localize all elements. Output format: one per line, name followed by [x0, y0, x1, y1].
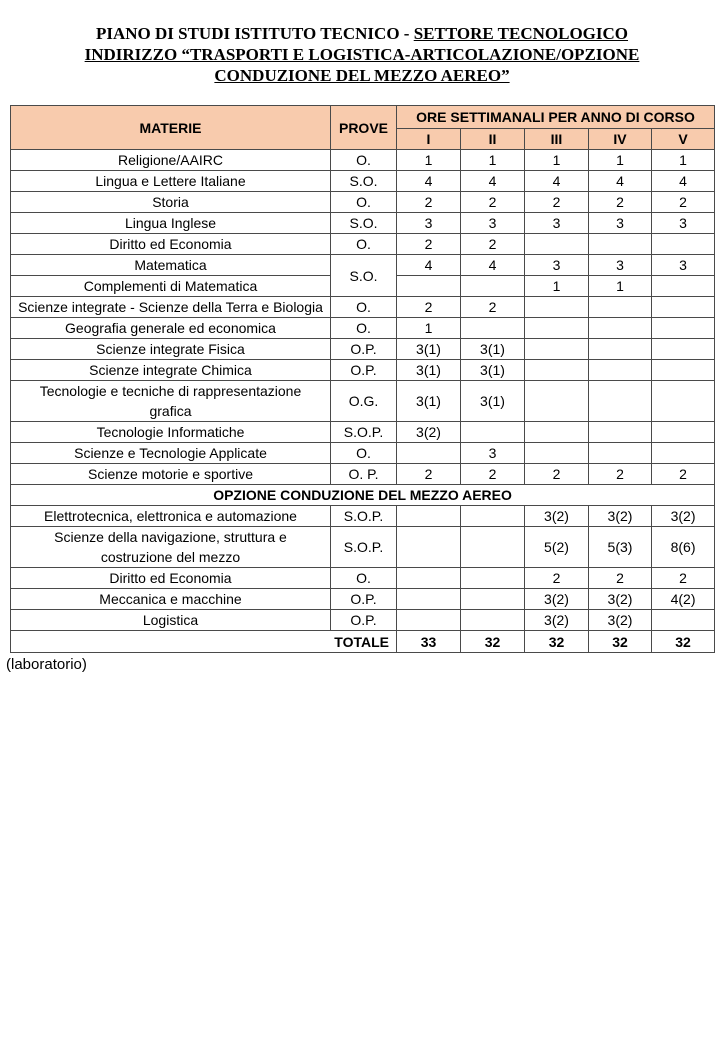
- title-line-1-normal: PIANO DI STUDI ISTITUTO TECNICO -: [95, 24, 414, 43]
- hours-cell: 3(1): [397, 339, 461, 360]
- hours-cell: [397, 527, 461, 568]
- hours-cell: [652, 443, 715, 464]
- hours-cell: 2: [525, 568, 589, 589]
- hours-cell: 3: [525, 213, 589, 234]
- hours-cell: 3: [652, 255, 715, 276]
- section-header-row: [11, 485, 715, 506]
- hours-cell: 4: [589, 171, 652, 192]
- hours-cell: 3(1): [461, 339, 525, 360]
- total-hours-cell: 32: [461, 631, 525, 653]
- hours-cell: [525, 234, 589, 255]
- hours-cell: [652, 234, 715, 255]
- hours-cell: [589, 234, 652, 255]
- prove-cell: O.: [331, 150, 397, 171]
- hours-cell: 3: [461, 213, 525, 234]
- prove-cell: O.P.: [331, 589, 397, 610]
- hours-cell: [397, 568, 461, 589]
- materia-cell: Tecnologie e tecniche di rappresentazione grafica: [11, 381, 331, 422]
- hours-cell: [397, 589, 461, 610]
- hours-cell: [461, 568, 525, 589]
- hours-cell: [397, 443, 461, 464]
- hours-cell: 1: [589, 276, 652, 297]
- table-row: [11, 339, 715, 360]
- prove-cell: S.O.: [331, 171, 397, 192]
- hours-cell: 2: [397, 234, 461, 255]
- hours-cell: 2: [652, 192, 715, 213]
- hours-cell: [461, 527, 525, 568]
- hours-cell: [652, 339, 715, 360]
- table-header: [11, 106, 715, 150]
- year-column-header: III: [525, 129, 589, 150]
- hours-cell: [397, 276, 461, 297]
- hours-cell: [589, 443, 652, 464]
- table-row: [11, 610, 715, 631]
- hours-cell: [589, 381, 652, 422]
- materia-cell: Scienze integrate Fisica: [11, 339, 331, 360]
- hours-cell: 2: [397, 297, 461, 318]
- table-row: [11, 506, 715, 527]
- hours-cell: 3(2): [652, 506, 715, 527]
- hours-cell: [652, 276, 715, 297]
- prove-cell: S.O.P.: [331, 422, 397, 443]
- prove-cell: S.O.: [331, 255, 397, 297]
- hours-cell: 3: [652, 213, 715, 234]
- hours-cell: 4: [397, 255, 461, 276]
- materia-cell: Religione/AAIRC: [11, 150, 331, 171]
- table-row: [11, 318, 715, 339]
- hours-cell: [525, 360, 589, 381]
- materia-cell: Storia: [11, 192, 331, 213]
- hours-cell: 3(1): [397, 381, 461, 422]
- table-row: [11, 171, 715, 192]
- hours-cell: [652, 422, 715, 443]
- table-row: [11, 527, 715, 568]
- hours-cell: 2: [652, 464, 715, 485]
- hours-cell: 1: [525, 276, 589, 297]
- materia-cell: Geografia generale ed economica: [11, 318, 331, 339]
- materia-cell: Diritto ed Economia: [11, 234, 331, 255]
- hours-cell: [525, 422, 589, 443]
- prove-cell: S.O.: [331, 213, 397, 234]
- prove-cell: O.: [331, 234, 397, 255]
- materia-cell: Complementi di Matematica: [11, 276, 331, 297]
- hours-cell: 3: [461, 443, 525, 464]
- total-hours-cell: 32: [652, 631, 715, 653]
- hours-cell: [589, 318, 652, 339]
- hours-cell: 4: [525, 171, 589, 192]
- hours-cell: 1: [397, 150, 461, 171]
- hours-cell: 2: [652, 568, 715, 589]
- materia-cell: Scienze e Tecnologie Applicate: [11, 443, 331, 464]
- table-row: [11, 422, 715, 443]
- section-header-label: OPZIONE CONDUZIONE DEL MEZZO AEREO: [11, 485, 715, 506]
- hours-cell: 4: [652, 171, 715, 192]
- table-row: [11, 234, 715, 255]
- hours-cell: 1: [589, 150, 652, 171]
- hours-cell: 2: [589, 568, 652, 589]
- total-hours-cell: 32: [525, 631, 589, 653]
- year-column-header: II: [461, 129, 525, 150]
- hours-cell: 3(2): [525, 610, 589, 631]
- table-row: [11, 255, 715, 276]
- hours-cell: [652, 297, 715, 318]
- ore-settimanali-header: ORE SETTIMANALI PER ANNO DI CORSO: [397, 106, 715, 129]
- hours-cell: 2: [525, 192, 589, 213]
- materia-cell: Lingua e Lettere Italiane: [11, 171, 331, 192]
- materia-cell: Scienze della navigazione, struttura e costruzione del mezzo: [11, 527, 331, 568]
- prove-cell: O.P.: [331, 360, 397, 381]
- total-row: [11, 631, 715, 653]
- year-column-header: I: [397, 129, 461, 150]
- hours-cell: 3(1): [461, 381, 525, 422]
- prove-cell: O.: [331, 297, 397, 318]
- hours-cell: 4: [461, 171, 525, 192]
- hours-cell: 2: [397, 464, 461, 485]
- table-row: [11, 150, 715, 171]
- hours-cell: [589, 360, 652, 381]
- prove-cell: O.: [331, 192, 397, 213]
- materia-cell: Matematica: [11, 255, 331, 276]
- prove-cell: O.P.: [331, 610, 397, 631]
- hours-cell: [525, 443, 589, 464]
- hours-cell: 2: [461, 234, 525, 255]
- table-row: [11, 360, 715, 381]
- materia-cell: Meccanica e macchine: [11, 589, 331, 610]
- header-row-main: [11, 106, 715, 129]
- title-line-2: INDIRIZZO “TRASPORTI E LOGISTICA-ARTICOLAZIONE/OPZIONE: [84, 45, 640, 64]
- study-plan-table: [10, 105, 715, 653]
- hours-cell: 3: [397, 213, 461, 234]
- prove-cell: O.: [331, 568, 397, 589]
- prove-column-header: PROVE: [331, 106, 397, 150]
- hours-cell: 1: [525, 150, 589, 171]
- title-line-1: [0, 23, 724, 44]
- hours-cell: [652, 318, 715, 339]
- prove-cell: O.P.: [331, 339, 397, 360]
- prove-cell: S.O.P.: [331, 527, 397, 568]
- prove-cell: O.G.: [331, 381, 397, 422]
- hours-cell: [461, 318, 525, 339]
- total-hours-cell: 33: [397, 631, 461, 653]
- table-body: [11, 150, 715, 653]
- hours-cell: 1: [397, 318, 461, 339]
- hours-cell: 3: [589, 255, 652, 276]
- hours-cell: [461, 610, 525, 631]
- hours-cell: [652, 381, 715, 422]
- table-row: [11, 443, 715, 464]
- hours-cell: [461, 589, 525, 610]
- prove-cell: O.: [331, 443, 397, 464]
- hours-cell: 3(1): [397, 360, 461, 381]
- table-row: [11, 464, 715, 485]
- hours-cell: 4(2): [652, 589, 715, 610]
- materia-cell: Elettrotecnica, elettronica e automazione: [11, 506, 331, 527]
- hours-cell: 3(1): [461, 360, 525, 381]
- hours-cell: 2: [525, 464, 589, 485]
- title-line-3: CONDUZIONE DEL MEZZO AEREO”: [214, 66, 510, 85]
- hours-cell: [397, 506, 461, 527]
- table-row: [11, 192, 715, 213]
- total-label: TOTALE: [11, 631, 397, 653]
- hours-cell: 3: [525, 255, 589, 276]
- hours-cell: [652, 610, 715, 631]
- hours-cell: 2: [589, 464, 652, 485]
- hours-cell: 4: [461, 255, 525, 276]
- hours-cell: 2: [461, 464, 525, 485]
- year-column-header: V: [652, 129, 715, 150]
- laboratory-footnote: (laboratorio): [6, 656, 87, 673]
- title-line-1-underlined: SETTORE TECNOLOGICO: [413, 24, 629, 43]
- hours-cell: [525, 339, 589, 360]
- hours-cell: [461, 422, 525, 443]
- materia-cell: Tecnologie Informatiche: [11, 422, 331, 443]
- hours-cell: 5(2): [525, 527, 589, 568]
- hours-cell: 2: [461, 297, 525, 318]
- prove-cell: O. P.: [331, 464, 397, 485]
- hours-cell: 1: [652, 150, 715, 171]
- hours-cell: 3(2): [525, 589, 589, 610]
- hours-cell: 3(2): [589, 610, 652, 631]
- hours-cell: [461, 276, 525, 297]
- table-row: [11, 297, 715, 318]
- year-column-header: IV: [589, 129, 652, 150]
- table-row: [11, 589, 715, 610]
- hours-cell: 3(2): [589, 589, 652, 610]
- hours-cell: 3(2): [589, 506, 652, 527]
- materia-cell: Logistica: [11, 610, 331, 631]
- materia-cell: Scienze integrate Chimica: [11, 360, 331, 381]
- table-row: [11, 568, 715, 589]
- table-row: [11, 213, 715, 234]
- materia-cell: Lingua Inglese: [11, 213, 331, 234]
- prove-cell: S.O.P.: [331, 506, 397, 527]
- hours-cell: [461, 506, 525, 527]
- prove-cell: O.: [331, 318, 397, 339]
- hours-cell: 5(3): [589, 527, 652, 568]
- hours-cell: 2: [461, 192, 525, 213]
- materie-column-header: MATERIE: [11, 106, 331, 150]
- hours-cell: [525, 381, 589, 422]
- hours-cell: [652, 360, 715, 381]
- table-row: [11, 381, 715, 422]
- hours-cell: 2: [589, 192, 652, 213]
- hours-cell: [589, 339, 652, 360]
- materia-cell: Diritto ed Economia: [11, 568, 331, 589]
- total-hours-cell: 32: [589, 631, 652, 653]
- hours-cell: [525, 297, 589, 318]
- hours-cell: 4: [397, 171, 461, 192]
- hours-cell: 2: [397, 192, 461, 213]
- hours-cell: [397, 610, 461, 631]
- hours-cell: 3(2): [525, 506, 589, 527]
- hours-cell: 8(6): [652, 527, 715, 568]
- hours-cell: [589, 297, 652, 318]
- hours-cell: [589, 422, 652, 443]
- hours-cell: 3: [589, 213, 652, 234]
- hours-cell: 3(2): [397, 422, 461, 443]
- page-title: [0, 23, 724, 86]
- hours-cell: 1: [461, 150, 525, 171]
- materia-cell: Scienze motorie e sportive: [11, 464, 331, 485]
- hours-cell: [525, 318, 589, 339]
- materia-cell: Scienze integrate - Scienze della Terra e Biologia: [11, 297, 331, 318]
